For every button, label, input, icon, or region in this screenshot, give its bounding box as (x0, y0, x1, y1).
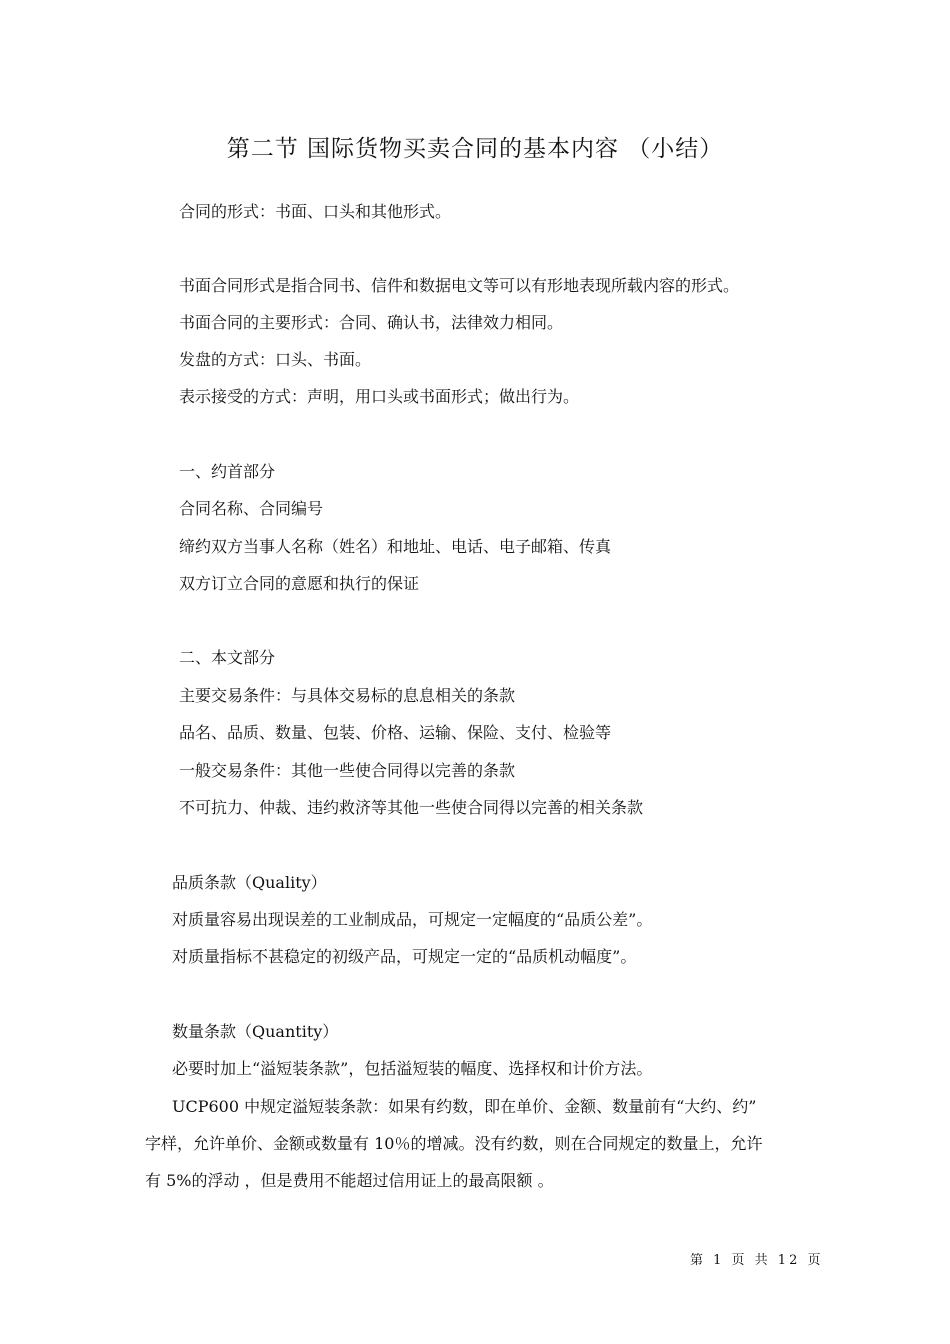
section-heading-preamble: 一、约首部分 (179, 462, 276, 481)
paragraph-written-form-definition: 书面合同形式是指合同书、信件和数据电文等可以有形地表现所载内容的形式。 (179, 276, 740, 295)
paragraph-more-or-less-clause: 必要时加上“溢短装条款”，包括溢短装的幅度、选择权和计价方法。 (172, 1059, 653, 1078)
paragraph-contract-forms: 合同的形式：书面、口头和其他形式。 (179, 202, 452, 221)
section-heading-quantity: 数量条款（Quantity） (172, 1022, 339, 1041)
paragraph-general-terms: 一般交易条件：其他一些使合同得以完善的条款 (179, 761, 516, 780)
paragraph-quality-tolerance: 对质量容易出现误差的工业制成品，可规定一定幅度的“品质公差”。 (172, 910, 653, 929)
paragraph-ucp600-line-3: 有 5%的浮动 ，但是费用不能超过信用证上的最高限额 。 (145, 1171, 554, 1190)
paragraph-acceptance-methods: 表示接受的方式：声明，用口头或书面形式；做出行为。 (179, 387, 580, 406)
paragraph-quality-latitude: 对质量指标不甚稳定的初级产品，可规定一定的“品质机动幅度”。 (172, 947, 637, 966)
page-number-footer: 第 1 页 共 12 页 (690, 1253, 824, 1268)
page-title: 第二节 国际货物买卖合同的基本内容 （小结） (226, 136, 724, 162)
section-heading-body: 二、本文部分 (179, 648, 276, 667)
paragraph-intent: 双方订立合同的意愿和执行的保证 (179, 574, 420, 593)
paragraph-parties: 缔约双方当事人名称（姓名）和地址、电话、电子邮箱、传真 (179, 537, 612, 556)
paragraph-offer-methods: 发盘的方式：口头、书面。 (179, 350, 372, 369)
paragraph-main-terms: 主要交易条件：与具体交易标的息息相关的条款 (179, 686, 516, 705)
section-heading-quality: 品质条款（Quality） (172, 873, 327, 892)
paragraph-general-terms-list: 不可抗力、仲裁、违约救济等其他一些使合同得以完善的相关条款 (179, 798, 644, 817)
paragraph-main-terms-list: 品名、品质、数量、包装、价格、运输、保险、支付、检验等 (179, 723, 612, 742)
paragraph-written-form-main: 书面合同的主要形式：合同、确认书，法律效力相同。 (179, 313, 564, 332)
paragraph-contract-name: 合同名称、合同编号 (179, 499, 324, 518)
paragraph-ucp600-line-2: 字样，允许单价、金额或数量有 10％的增减。没有约数，则在合同规定的数量上，允许 (145, 1134, 763, 1153)
paragraph-ucp600-line-1: UCP600 中规定溢短装条款：如果有约数，即在单价、金额、数量前有“大约、约” (172, 1097, 757, 1116)
